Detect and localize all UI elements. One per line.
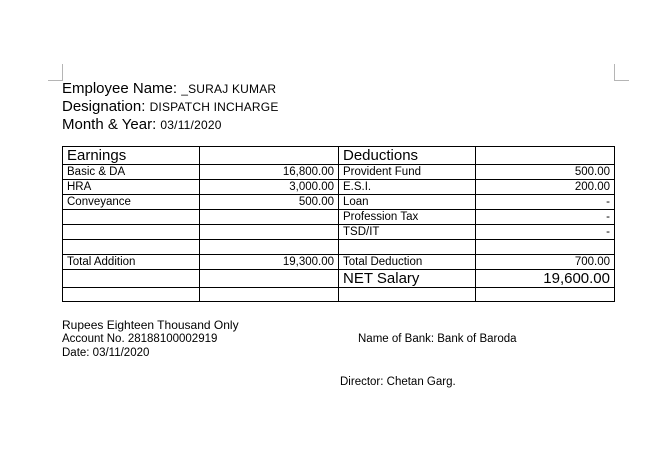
employee-name-row [62, 80, 279, 98]
earning-label [63, 210, 200, 225]
earning-label: Conveyance [63, 195, 200, 210]
deduction-label: E.S.I. [339, 180, 476, 195]
deduction-label: Provident Fund [339, 165, 476, 180]
net-salary-row [63, 270, 615, 288]
total-deduction-value: 700.00 [476, 255, 615, 270]
month-year-value: 03/11/2020 [160, 118, 222, 132]
table-row [63, 195, 615, 210]
deduction-label: TSD/IT [339, 225, 476, 240]
earning-amount [200, 225, 339, 240]
deduction-amount: 500.00 [476, 165, 615, 180]
director-signature: Director: Chetan Garg. [340, 376, 456, 388]
deduction-label [339, 240, 476, 255]
table-row [63, 225, 615, 240]
deduction-label: Profession Tax [339, 210, 476, 225]
table-row [63, 165, 615, 180]
total-addition-value: 19,300.00 [200, 255, 339, 270]
earning-amount: 3,000.00 [200, 180, 339, 195]
account-number: Account No. 28188100002919 [62, 333, 218, 345]
total-deduction-label: Total Deduction [339, 255, 476, 270]
blank-cell [63, 288, 200, 302]
designation-row [62, 98, 279, 116]
table-row [63, 240, 615, 255]
blank-row [63, 288, 615, 302]
totals-row [63, 255, 615, 270]
deduction-amount: - [476, 210, 615, 225]
bank-name: Name of Bank: Bank of Baroda [358, 333, 517, 345]
blank-cell [476, 288, 615, 302]
employee-name-value: _SURAJ KUMAR [181, 82, 277, 96]
month-year-row [62, 116, 279, 134]
net-salary-value: 19,600.00 [476, 270, 615, 288]
net-empty-cell [200, 270, 339, 288]
deductions-header: Deductions [339, 147, 476, 165]
deduction-amount: - [476, 195, 615, 210]
earning-label [63, 225, 200, 240]
crop-mark-top-left [48, 64, 63, 81]
payment-date: Date: 03/11/2020 [62, 347, 150, 359]
deductions-amount-header [476, 147, 615, 165]
salary-table [62, 146, 615, 302]
earning-label: Basic & DA [63, 165, 200, 180]
deduction-amount: - [476, 225, 615, 240]
earning-label: HRA [63, 180, 200, 195]
blank-cell [200, 288, 339, 302]
earnings-amount-header [200, 147, 339, 165]
earning-label [63, 240, 200, 255]
earning-amount: 16,800.00 [200, 165, 339, 180]
employee-name-label: Employee Name: [62, 80, 182, 97]
deduction-amount [476, 240, 615, 255]
month-year-label: Month & Year: [62, 116, 161, 133]
designation-label: Designation: [62, 98, 150, 115]
earning-amount [200, 210, 339, 225]
designation-value: DISPATCH INCHARGE [149, 100, 279, 114]
deduction-label: Loan [339, 195, 476, 210]
employee-header [62, 80, 279, 134]
earnings-header: Earnings [63, 147, 200, 165]
table-row [63, 210, 615, 225]
deduction-amount: 200.00 [476, 180, 615, 195]
earning-amount: 500.00 [200, 195, 339, 210]
net-empty-cell [63, 270, 200, 288]
amount-in-words: Rupees Eighteen Thousand Only [62, 318, 239, 332]
total-addition-label: Total Addition [63, 255, 200, 270]
earning-amount [200, 240, 339, 255]
blank-cell [339, 288, 476, 302]
table-row [63, 180, 615, 195]
crop-mark-top-right [614, 64, 629, 81]
table-header-row [63, 147, 615, 165]
net-salary-label: NET Salary [339, 270, 476, 288]
